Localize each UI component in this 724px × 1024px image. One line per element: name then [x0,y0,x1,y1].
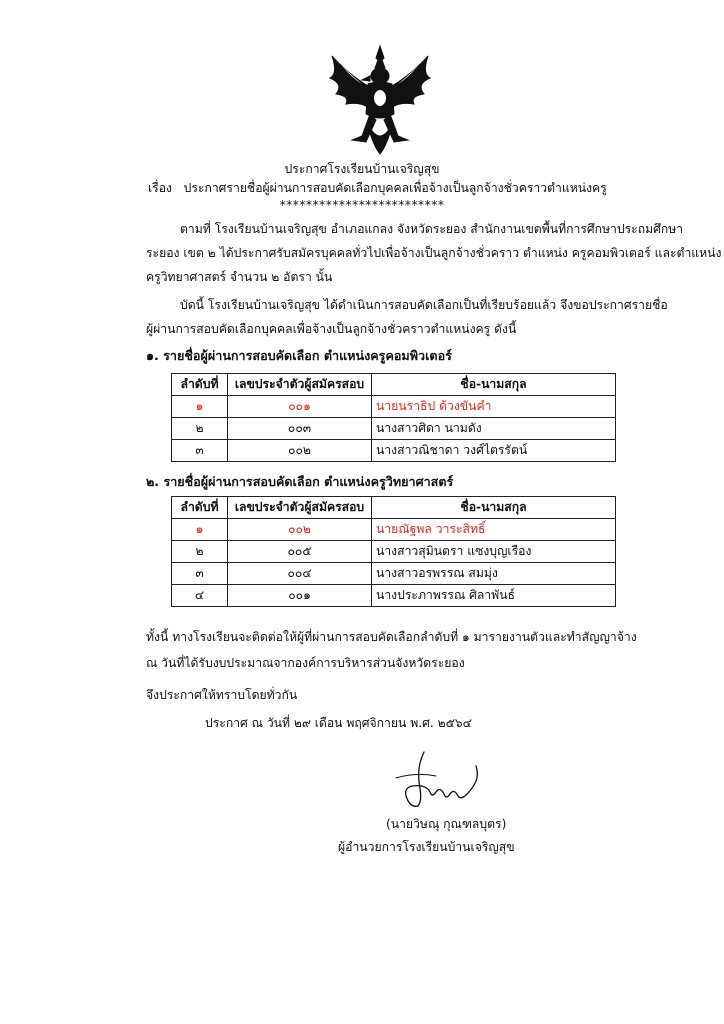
section-2-heading: ๒. รายชื่อผู้ผ่านการสอบคัดเลือก ตำแหน่งครูวิทยาศาสตร์ [146,474,454,489]
full-name-cell: นางประภาพรรณ ศิลาพันธ์ [372,585,616,607]
order-cell: ๒ [172,541,228,563]
section-1-heading: ๑. รายชื่อผู้ผ่านการสอบคัดเลือก ตำแหน่งครูคอมพิวเตอร์ [146,348,452,363]
paragraph-1-line-1: ตามที่ โรงเรียนบ้านเจริญสุข อำเภอแกลง จังหวัดระยอง สำนักงานเขตพื้นที่การศึกษาประถมศึกษา [180,222,684,236]
column-header-candidate-id: เลขประจำตัวผู้สมัครสอบ [228,497,372,519]
order-cell: ๔ [172,585,228,607]
paragraph-1-line-2: ระยอง เขต ๒ ได้ประกาศรับสมัครบุคคลทั่วไปเพื่อจ้างเป็นลูกจ้างชั่วคราว ตำแหน่ง ครูคอมพิวเตอร์ และตำแหน่ง [146,246,722,260]
full-name-cell: นายณัฐพล วาระสิทธิ์ [372,519,616,541]
column-header-order: ลำดับที่ [172,374,228,396]
table-row [172,418,616,440]
header-divider: ************************* [279,198,445,212]
candidate-id-cell: ๐๐๒ [228,440,372,462]
announcement-subject-line [148,179,607,198]
table-row [172,396,616,418]
full-name-cell: นายนราธิป ด้วงขันคำ [372,396,616,418]
table-row [172,541,616,563]
full-name-cell: นางสาวอรพรรณ สมมุ่ง [372,563,616,585]
column-header-candidate-id: เลขประจำตัวผู้สมัครสอบ [228,374,372,396]
candidate-id-cell: ๐๐๑ [228,585,372,607]
column-header-order: ลำดับที่ [172,497,228,519]
subject-text: ประกาศรายชื่อผู้ผ่านการสอบคัดเลือกบุคคลเพื่อจ้างเป็นลูกจ้างชั่วคราวตำแหน่งครู [183,181,607,195]
table-row [172,440,616,462]
column-header-full-name: ชื่อ-นามสกุล [372,374,616,396]
candidate-id-cell: ๐๐๔ [228,563,372,585]
garuda-emblem-icon [322,44,438,156]
table-row [172,563,616,585]
table-header-row [172,374,616,396]
candidate-id-cell: ๐๐๓ [228,418,372,440]
order-cell: ๑ [172,396,228,418]
table-header-row [172,497,616,519]
table-row [172,585,616,607]
announcement-org-title: ประกาศโรงเรียนบ้านเจริญสุข [284,162,440,176]
order-cell: ๑ [172,519,228,541]
order-cell: ๓ [172,440,228,462]
computer-teacher-table [171,373,616,462]
signatory-title: ผู้อำนวยการโรงเรียนบ้านเจริญสุข [338,840,515,854]
closing-line-1: ทั้งนี้ ทางโรงเรียนจะติดต่อให้ผู้ที่ผ่านการสอบคัดเลือกลำดับที่ ๑ มารายงานตัวและทำสัญญาจ้าง [146,630,637,644]
signatory-name: (นายวิษณุ กุณฑลบุตร) [386,817,507,831]
full-name-cell: นางสาวสุมินตรา แซงบุญเรือง [372,541,616,563]
science-teacher-table [171,496,616,607]
order-cell: ๓ [172,563,228,585]
paragraph-2-line-2: ผู้ผ่านการสอบคัดเลือกบุคคลเพื่อจ้างเป็นลูกจ้างชั่วคราวตำแหน่งครู ดังนี้ [146,322,517,336]
paragraph-1-line-3: ครูวิทยาศาสตร์ จำนวน ๒ อัตรา นั้น [146,270,333,284]
announcement-date: ประกาศ ณ วันที่ ๒๙ เดือน พฤศจิกายน พ.ศ. ๒๕๖๔ [205,716,472,730]
closing-line-2: ณ วันที่ได้รับงบประมาณจากองค์การบริหารส่วนจังหวัดระยอง [146,656,465,670]
closing-announce: จึงประกาศให้ทราบโดยทั่วกัน [146,688,298,702]
candidate-id-cell: ๐๐๒ [228,519,372,541]
order-cell: ๒ [172,418,228,440]
column-header-full-name: ชื่อ-นามสกุล [372,497,616,519]
handwritten-signature-icon [376,748,486,812]
candidate-id-cell: ๐๐๑ [228,396,372,418]
candidate-id-cell: ๐๐๕ [228,541,372,563]
subject-label: เรื่อง [148,181,172,195]
paragraph-2-line-1: บัดนี้ โรงเรียนบ้านเจริญสุข ได้ดำเนินการสอบคัดเลือกเป็นที่เรียบร้อยแล้ว จึงขอประกาศรายชื่อ [180,298,668,312]
table-row [172,519,616,541]
full-name-cell: นางสาวศิดา นามดัง [372,418,616,440]
full-name-cell: นางสาวณิชาดา วงศ์ไตรรัตน์ [372,440,616,462]
